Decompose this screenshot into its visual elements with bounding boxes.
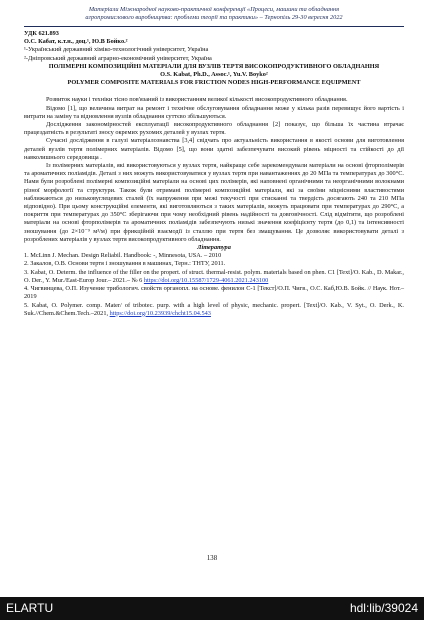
reference-item (24, 260, 404, 268)
reference-item (24, 302, 404, 318)
reference-text: 2. Закалов, О.В. Основи тертя і зношування в машинах, Терн.: ТНТУ, 2011. (24, 260, 226, 268)
reference-item (24, 285, 404, 301)
header-line-2: агропромислового виробництва: проблеми теорії та практики» – Тернопіль 29-30 вересня 2022 (85, 14, 343, 21)
authors-english: O.S. Kabat, Ph.D., Assoc.¹, Yu.V. Boyko² (160, 71, 268, 79)
paragraph: Дослідження закономірностей експлуатації високопродуктивного обладнання [2] показує, що більша їх частина втрачає працездатність в результаті зносу окремих рухомих деталей у вузлах тертя. (24, 121, 404, 137)
paragraph: Із полімерних матеріалів, які використовуються у вузлах тертя, найкраще себе зарекомендували матеріали на основі фторполімерів та ароматичних поліамідів. Деталі з них можуть використовуватися у вузлах тертя при навантаженнях до 20 МПа та температурах до 300°С. Нами були розроблені полімерні композиційні матеріали на основі цих полімерів, які наповнені органічними та неорганічними волокнами різної морфології та структури. Також були отримані полімерні композиційні матеріали, які за своїми міцнісними властивостями наближаються до низьковуглецевих сталей (їх напруження при межі текучості при стисканні та твердість досягають 240 та 210 МПа відповідно). При цьому конструкційні елементи, які виготовляються з таких матеріалів, можуть працювати при температурах до 290°С, а покриття при температурах до 350°С зберігаючи при чому необхідний рівень надійності та довговічності. Слід відмітити, що розроблені матеріали на основі фторполімерів та ароматичних поліамідів забезпечують низькі значення коефіцієнту тертя (до 0,1) та інтенсивності зношування (до 2×10⁻⁹ м³/м) при фрикційній взаємодії із сталлю при тертя без змащування. Це дозволяє використовувати деталі з розроблених матеріалів у вузлах тертя високопродуктивного обладнання. (24, 162, 404, 243)
paragraph: Розвиток науки і техніки тісно пов'язаний із використанням великої кількості високопродуктивного обладнання. (46, 96, 348, 104)
reference-item (24, 269, 404, 285)
reference-text: 1. McLinn J. Mechan. Design Reliabil. Handbook: -, Minnesota, USA. – 2010 (24, 252, 222, 260)
running-header (24, 6, 404, 22)
header-line-1: Матеріали Міжнародної науково-практичної конференції «Процеси, машини та обладнання (88, 6, 340, 13)
title-ukrainian: ПОЛІМЕРНІ КОМПОЗИЦІЙНІ МАТЕРІАЛИ ДЛЯ ВУЗЛІВ ТЕРТЯ ВИСОКОПРОДУКТИВНОГО ОБЛАДНАННЯ (48, 62, 380, 70)
handle-identifier[interactable]: hdl:lib/39024 (349, 601, 418, 615)
body-paragraphs (24, 96, 404, 244)
header-rule (24, 26, 404, 27)
authors-ukrainian: О.С. Кабат, к.т.н., доц.¹, Ю.В Бойко.² (24, 38, 128, 46)
affiliation-1: ¹-Український державний хіміко-технологічний університет, Україна (24, 46, 209, 54)
reference-text: 3. Kabat, O. Determ. the influence of the filler on the propert. of struct. thermal-resist. polym. materials based on phen. C1 [Text]/O. Kab., D. Makar., O. Der., Y. Mur./East-Europ Jour.– 2021.– № 6 (24, 268, 404, 284)
udk-code: УДК 621.893 (24, 30, 59, 37)
reference-item (24, 252, 404, 260)
references-heading: Література (197, 244, 231, 252)
doi-link[interactable]: https://doi.org/10.15587/1729-4061.2021.243100 (143, 276, 269, 284)
reference-text: 5. Kabat, O. Polymer. comp. Mater/ of tribotec. purp. with a high level of physic, mechanic. propert. [Text]/O. Kab., V. Syt., O. Derk., K. Suk.//Chem.&Chem.Tech.–2021, (24, 301, 404, 317)
repository-footer (0, 597, 424, 620)
paragraph: Сучасні дослідження в галузі матеріалознавства [3,4] свідчать про актуальність використання в якості основи для виготовлення деталей вузлів тертя полімерних матеріалів. Відомо [5], що вони здатні забезпечувати високий рівень міцності та стійкості до дії навколишнього середовища . (24, 137, 404, 161)
affiliation-2: ²-Дніпровський державний аграрно-економічний університет, Україна (24, 54, 212, 62)
page-number: 138 (206, 555, 218, 562)
reference-text: 4. Чигвинцева, О.П. Изучение трибологич. свойств органопл. на основе. фенилон С-1 [Текст]/О.П. Чигв., О.С. Каб,Ю.В. Бойк. // Наук. Нот.– 2019 (24, 285, 404, 301)
paragraph: Відомо [1], що величина витрат на ремонт і технічне обслуговування обладнання може у кілька разів перевищує його вартість і витрати на заміну та відновлення вузлів обладнання суттєво збільшуються. (24, 104, 404, 120)
repository-name: ELARTU (6, 601, 54, 615)
references-list (24, 252, 404, 318)
title-english: POLYMER COMPOSITE MATERIALS FOR FRICTION NODES HIGH-PERFORMANCE EQUIPMENT (67, 79, 361, 87)
doi-link[interactable]: https://doi.org/10.23939/chcht15.04.543 (109, 309, 211, 317)
article-body (24, 30, 404, 318)
